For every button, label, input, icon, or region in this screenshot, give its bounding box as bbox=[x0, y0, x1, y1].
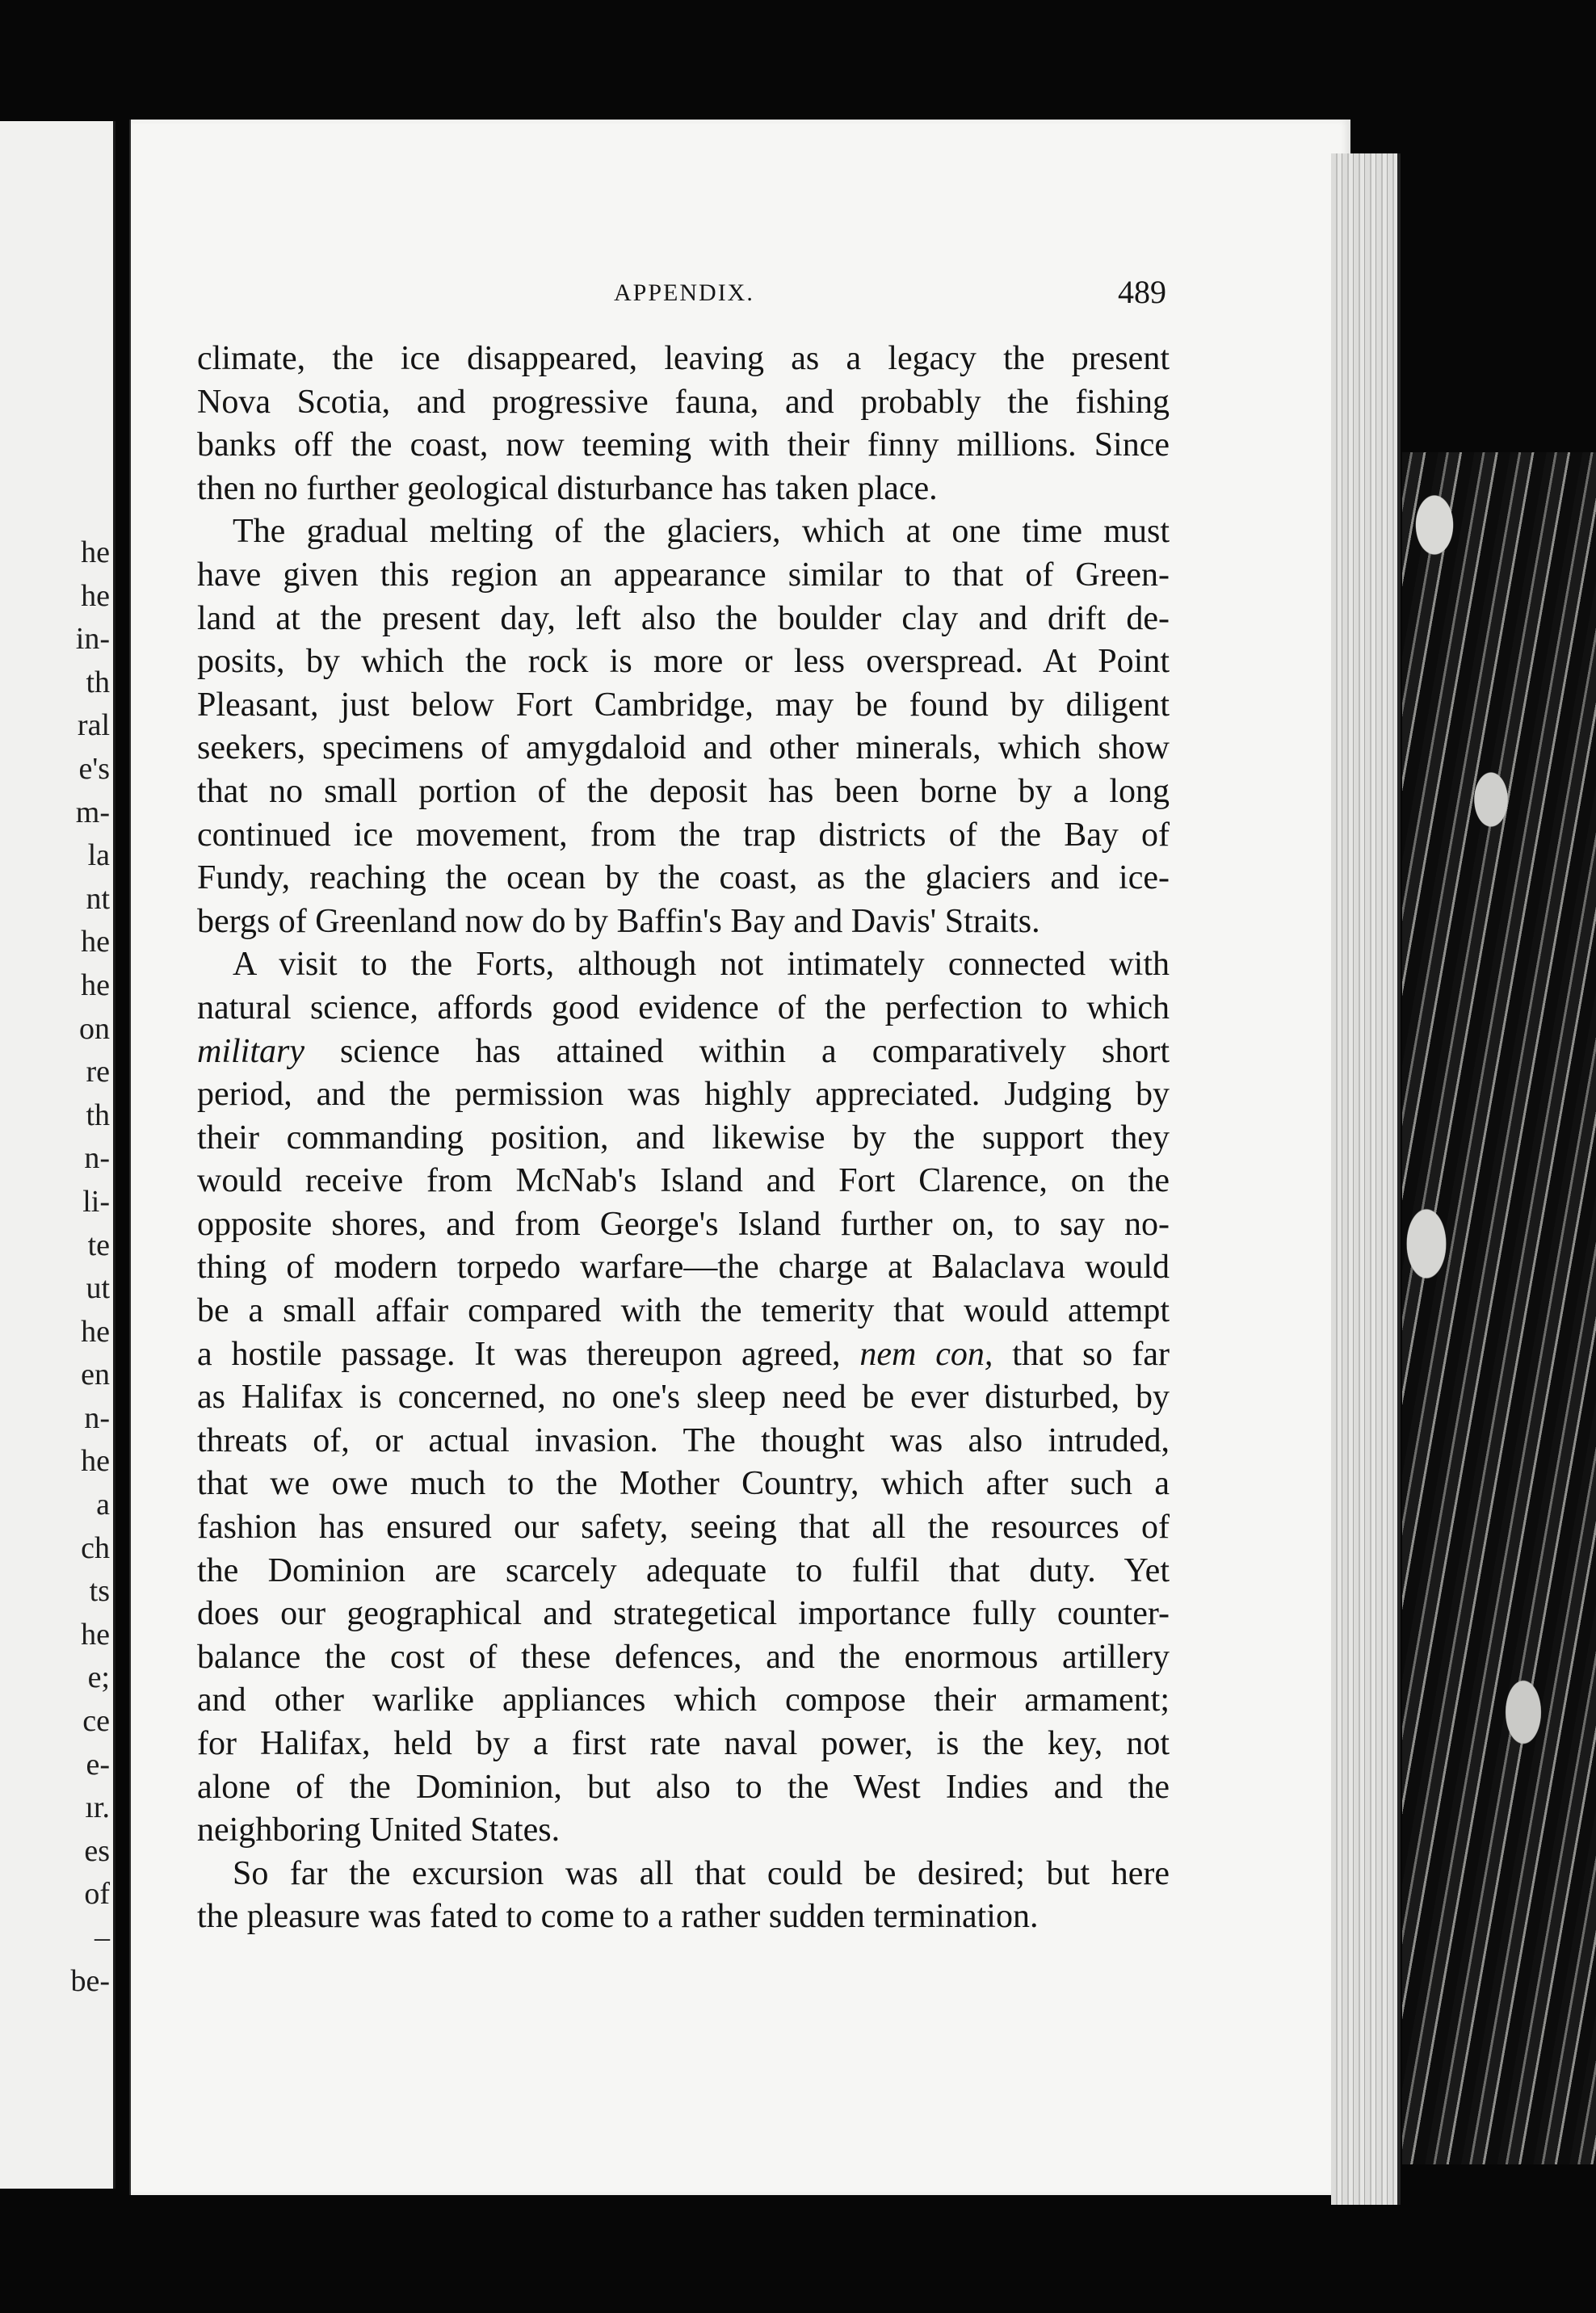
left-page-fragment: – bbox=[94, 1921, 110, 1954]
left-page-fragment: ts bbox=[89, 1574, 110, 1609]
text-line: the Dominion are scarcely adequate to fulfil that duty. Yet bbox=[197, 1551, 1170, 1589]
text-line: The gradual melting of the glaciers, which at one time must bbox=[233, 513, 1170, 551]
text-line: climate, the ice disappeared, leaving as a legacy the present bbox=[197, 340, 1170, 377]
left-page-fragment: es bbox=[84, 1833, 110, 1868]
text-line: A visit to the Forts, although not intimately connected with bbox=[233, 946, 1170, 984]
text-line: posits, by which the rock is more or less overspread. At Point bbox=[197, 643, 1170, 681]
italic-phrase: nem con, bbox=[859, 1335, 993, 1373]
marbled-endpaper bbox=[1402, 452, 1596, 2164]
text-line: continued ice movement, from the trap districts of the Bay of bbox=[197, 816, 1170, 854]
text-line: banks off the coast, now teeming with their finny millions. Since bbox=[197, 426, 1170, 464]
left-page-fragment: re bbox=[86, 1055, 110, 1089]
left-page-fragment: ral bbox=[77, 708, 110, 743]
text-line: land at the present day, left also the boulder clay and drift de- bbox=[197, 599, 1170, 637]
left-page-fragment: n- bbox=[84, 1141, 110, 1176]
text-line: the pleasure was fated to come to a rather sudden termination. bbox=[197, 1898, 1039, 1936]
left-page-fragment: ır. bbox=[85, 1790, 110, 1825]
text-line: fashion has ensured our safety, seeing that all the resources of bbox=[197, 1509, 1170, 1547]
page-number: 489 bbox=[1118, 274, 1166, 310]
left-page-fragment: n- bbox=[84, 1400, 110, 1435]
text-line: alone of the Dominion, but also to the West Indies and the bbox=[197, 1768, 1170, 1806]
text-line: would receive from McNab's Island and Fort Clarence, on the bbox=[197, 1162, 1170, 1200]
text-segment: a hostile passage. It was thereupon agreed, bbox=[197, 1335, 860, 1373]
left-page-fragment: be- bbox=[70, 1963, 110, 1998]
body-text bbox=[197, 338, 1170, 1939]
left-page-fragment: ce bbox=[82, 1704, 110, 1739]
left-page-fragment: ut bbox=[86, 1271, 110, 1306]
left-page-fragment: he bbox=[81, 1444, 110, 1479]
text-line: Nova Scotia, and progressive fauna, and probably the fishing bbox=[197, 383, 1170, 421]
left-page-fragment: e's bbox=[78, 751, 110, 786]
left-page-fragments bbox=[0, 531, 113, 2003]
left-page-fragment: he bbox=[81, 1617, 110, 1652]
text-line: opposite shores, and from George's Island further on, to say no- bbox=[197, 1205, 1170, 1243]
left-page-fragment: la bbox=[87, 838, 110, 873]
left-page-fragment: ch bbox=[81, 1530, 110, 1565]
left-facing-page bbox=[0, 121, 116, 2189]
left-page-fragment: li- bbox=[82, 1184, 110, 1219]
left-page-fragment: in- bbox=[75, 622, 110, 657]
left-page-fragment: a bbox=[96, 1488, 110, 1522]
left-page-fragment: te bbox=[87, 1228, 110, 1262]
text-line: have given this region an appearance similar to that of Green- bbox=[197, 556, 1170, 594]
text-line: balance the cost of these defences, and the enormous artillery bbox=[197, 1638, 1170, 1676]
text-line: bergs of Greenland now do by Baffin's Bay and Davis' Straits. bbox=[197, 902, 1040, 940]
left-page-fragment: m- bbox=[75, 795, 110, 829]
left-page-fragment: he bbox=[81, 578, 110, 613]
text-line: that no small portion of the deposit has been borne by a long bbox=[197, 772, 1170, 810]
text-line: thing of modern torpedo warfare—the charge at Balaclava would bbox=[197, 1249, 1170, 1287]
text-line: seekers, specimens of amygdaloid and other minerals, which show bbox=[197, 729, 1170, 767]
text-line: Pleasant, just below Fort Cambridge, may be found by diligent bbox=[197, 686, 1170, 724]
left-page-fragment: en bbox=[81, 1358, 110, 1392]
running-head: APPENDIX. bbox=[614, 279, 754, 306]
left-page-fragment: he bbox=[81, 968, 110, 1002]
text-line: be a small affair compared with the temerity that would attempt bbox=[197, 1292, 1170, 1330]
text-line: natural science, affords good evidence of the perfection to which bbox=[197, 989, 1170, 1026]
left-page-fragment: on bbox=[79, 1011, 110, 1046]
text-line: their commanding position, and likewise by the support they bbox=[197, 1119, 1170, 1156]
left-page-fragment: e; bbox=[87, 1660, 110, 1695]
text-line: period, and the permission was highly appreciated. Judging by bbox=[197, 1076, 1170, 1114]
text-line: does our geographical and strategetical importance fully counter- bbox=[197, 1595, 1170, 1633]
text-line bbox=[197, 1333, 1170, 1377]
left-page-fragment: of bbox=[84, 1877, 110, 1912]
text-line: then no further geological disturbance has taken place. bbox=[197, 469, 938, 507]
left-page-fragment: he bbox=[81, 925, 110, 959]
left-page-fragment: th bbox=[86, 665, 110, 699]
text-line: neighboring United States. bbox=[197, 1811, 561, 1849]
left-page-fragment: he bbox=[81, 1314, 110, 1349]
left-page-fragment: nt bbox=[86, 881, 110, 916]
page-edges bbox=[1331, 153, 1401, 2205]
text-segment: science has attained within a comparatively short bbox=[304, 1032, 1170, 1070]
text-line: and other warlike appliances which compose their armament; bbox=[197, 1681, 1170, 1719]
text-line: for Halifax, held by a first rate naval power, is the key, not bbox=[197, 1725, 1170, 1762]
left-page-fragment: he bbox=[81, 535, 110, 569]
left-page-fragment: e- bbox=[86, 1747, 110, 1782]
left-page-fragment: th bbox=[86, 1098, 110, 1132]
text-line: So far the excursion was all that could be desired; but here bbox=[233, 1854, 1170, 1892]
text-line: Fundy, reaching the ocean by the coast, as the glaciers and ice- bbox=[197, 859, 1170, 897]
text-segment: that so far bbox=[993, 1335, 1170, 1373]
text-line bbox=[197, 1031, 1170, 1074]
text-line: that we owe much to the Mother Country, which after such a bbox=[197, 1465, 1170, 1503]
text-line: as Halifax is concerned, no one's sleep need be ever disturbed, by bbox=[197, 1379, 1170, 1417]
text-line: threats of, or actual invasion. The thought was also intruded, bbox=[197, 1421, 1170, 1459]
italic-phrase: military bbox=[197, 1032, 304, 1070]
